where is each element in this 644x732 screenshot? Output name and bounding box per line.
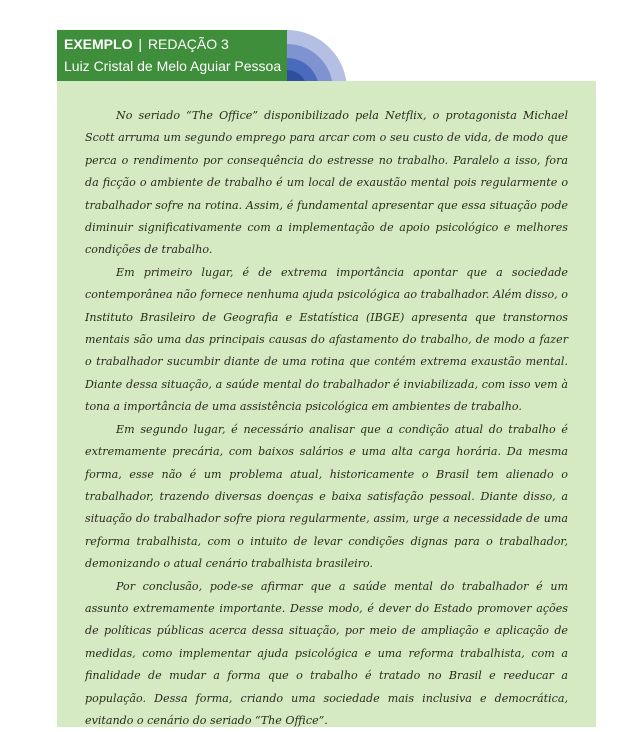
essay-number: REDAÇÃO 3	[147, 36, 229, 52]
essay-paragraph-1: No seriado “The Office” disponibilizado pela Netflix, o protagonista Michael Scott arruma um segundo emprego para arcar com o seu custo de vida, de modo que perca o rendimento por consequência do estresse no trabalho. Paralelo a isso, fora da ficção o ambiente de trabalho é um local de exaustão mental pois regularmente o trabalhador sofre na rotina. Assim, é fundamental apresentar que essa situação pode diminuir significativamente com a implementação de apoio psicológico e melhores condições de trabalho.	[85, 109, 568, 257]
header-title	[64, 35, 287, 53]
example-header	[57, 30, 287, 81]
essay-paragraph-4: Por conclusão, pode-se afirmar que a saúde mental do trabalhador é um assunto extremamente importante. Desse modo, é dever do Estado promover ações de políticas públicas acerca dessa situação, por meio de ampliação e aplicação de medidas, como implementar ajuda psicológica e uma reforma trabalhista, com a finalidade de mudar a forma que o trabalho é tratado no Brasil e reeducar a população. Dessa forma, criando uma sociedade mais inclusiva e democrática, evitando o cenário do seriado “The Office”.	[85, 579, 568, 727]
example-label: EXEMPLO	[64, 36, 133, 52]
author-name: Luiz Cristal de Melo Aguiar Pessoa	[64, 58, 282, 74]
essay-paragraph-2: Em primeiro lugar, é de extrema importância apontar que a sociedade contemporânea não fornece nenhuma ajuda psicológica ao trabalhador. Além disso, o Instituto Brasileiro de Geografia e Estatística (IBGE) apresenta que transtornos mentais são uma das principais causas do afastamento do trabalho, de modo a fazer o trabalhador sucumbir diante de uma rotina que contém extrema exaustão mental. Diante dessa situação, a saúde mental do trabalhador é inviabilizada, com isso vem à tona a importância de uma assistência psicológica em ambientes de trabalho.	[85, 265, 568, 414]
essay-panel	[57, 81, 596, 727]
title-separator: |	[138, 36, 142, 52]
essay-paragraph-3: Em segundo lugar, é necessário analisar que a condição atual do trabalho é extremamente precária, com baixos salários e uma alta carga horária. Da mesma forma, esse não é um problema atual, historicamente o Brasil tem alienado o trabalhador, trazendo diversas doenças e baixa satisfação pessoal. Diante disso, a situação do trabalhador sofre piora regularmente, assim, urge a necessidade de uma reforma trabalhista, com o intuito de levar condições dignas para o trabalhador, demonizando o atual cenário trabalhista brasileiro.	[85, 422, 568, 571]
decorative-arcs-icon	[287, 30, 352, 81]
